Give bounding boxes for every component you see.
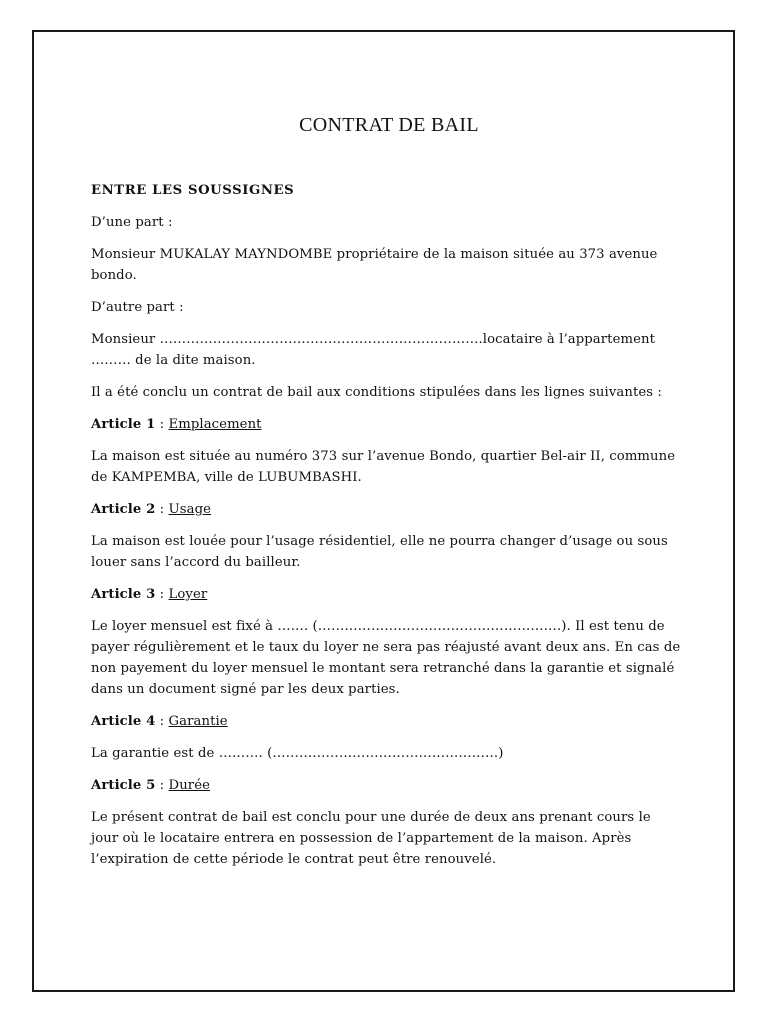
article-5-separator: :: [155, 778, 169, 793]
article-4-title: Garantie: [168, 714, 228, 729]
article-4-label: Article 4: [91, 714, 156, 729]
second-party-text: Monsieur ……………………………………………………………….locataire à l’appartement ……… de la dite maison.: [91, 332, 655, 368]
document-title: CONTRAT DE BAIL: [299, 114, 479, 136]
article-3-separator: :: [155, 587, 169, 602]
article-5-text: Le présent contrat de bail est conclu pour une durée de deux ans prenant cours le jour où le locataire entrera en possession de l’appartement de la maison. Après l’expiration de cette période le contrat peut être renouvelé.: [91, 810, 651, 867]
article-5-title: Durée: [168, 778, 211, 793]
first-party-text: Monsieur MUKALAY MAYNDOMBE propriétaire de la maison située au 373 avenue bondo.: [91, 247, 658, 283]
first-party-label: D’une part :: [91, 215, 173, 230]
article-3-heading: [91, 584, 681, 605]
article-1-label: Article 1: [91, 417, 156, 432]
article-3-label: Article 3: [91, 587, 156, 602]
article-1-separator: :: [155, 417, 169, 432]
article-5-label: Article 5: [91, 778, 156, 793]
document-body: [91, 112, 681, 881]
article-2-title: Usage: [168, 502, 212, 517]
intro-text: Il a été conclu un contrat de bail aux conditions stipulées dans les lignes suivantes :: [91, 385, 662, 400]
article-1-title: Emplacement: [168, 417, 262, 432]
article-4-text: La garantie est de ………. (……………………………………………): [91, 746, 504, 761]
article-2-heading: [91, 499, 681, 520]
second-party-label: D’autre part :: [91, 300, 184, 315]
article-2-separator: :: [155, 502, 169, 517]
article-1-text: La maison est située au numéro 373 sur l’avenue Bondo, quartier Bel-air II, commune de KAMPEMBA, ville de LUBUMBASHI.: [91, 449, 676, 485]
article-4-separator: :: [155, 714, 169, 729]
article-2-text: La maison est louée pour l’usage résidentiel, elle ne pourra changer d’usage ou sous louer sans l’accord du bailleur.: [91, 534, 668, 570]
parties-heading: ENTRE LES SOUSSIGNES: [91, 183, 295, 198]
article-3-title: Loyer: [168, 587, 208, 602]
article-5-heading: [91, 775, 681, 796]
article-3-text: Le loyer mensuel est fixé à ……. (……………………………………………….). Il est tenu de payer régulièrement et le taux du loyer ne sera pas réajusté avant deux ans. En cas de non payement du loyer mensuel le montant sera retranché dans la garantie et signalé dans un document signé par les deux parties.: [91, 619, 681, 697]
article-4-heading: [91, 711, 681, 732]
article-2-label: Article 2: [91, 502, 156, 517]
article-1-heading: [91, 414, 681, 435]
